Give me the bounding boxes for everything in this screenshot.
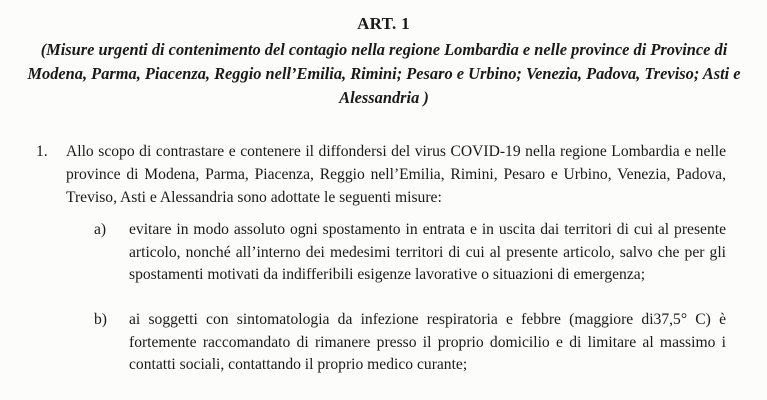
article-subtitle: (Misure urgenti di contenimento del contagio nella regione Lombardia e nelle province di Province di Modena, Parma, Piacenza, Reggio nell’Emilia, Rimini; Pesaro e Urbino; Venezia, Padova, Treviso; Asti e Alessandria ) xyxy=(27,40,741,107)
list-item-text: evitare in modo assoluto ogni spostamento in entrata e in uscita dai territori di cui al presente articolo, nonché all’interno dei medesimi territori di cui al presente articolo, salvo che per gli spostamenti motivati da indifferibili esigenze lavorative o situazioni di emergenza; xyxy=(129,221,726,283)
list-item-letter: a) xyxy=(94,221,107,238)
list-item-text: ai soggetti con sintomatologia da infezione respiratoria e febbre (maggiore di37,5° C) è fortemente raccomandato di rimanere presso il proprio domicilio e di limitare al massimo i contatti sociali, contattando il proprio medico curante; xyxy=(129,311,726,373)
paragraph-1 xyxy=(36,140,726,209)
list-item-letter: b) xyxy=(94,311,107,328)
article-title: ART. 1 xyxy=(357,14,410,33)
paragraph-text: Allo scopo di contrastare e contenere il diffondersi del virus COVID-19 nella regione Lombardia e nelle province di Modena, Parma, Piacenza, Reggio nell’Emilia, Rimini, Pesaro e Urbino, Venezia, Padova, Treviso, Asti e Alessandria sono adottate le seguenti misure: xyxy=(66,143,726,206)
list-item-b xyxy=(94,309,726,377)
paragraph-number: 1. xyxy=(36,143,48,160)
list-item-a xyxy=(94,219,726,287)
